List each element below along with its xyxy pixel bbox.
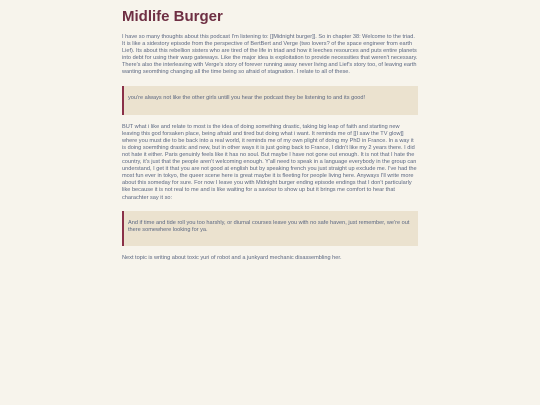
blockquote-text: you're always not like the other girls untill you hear the podcast they be listening to and its good!	[128, 94, 366, 101]
note-page	[122, 8, 418, 271]
blockquote-podcast	[122, 86, 418, 115]
page-title: Midlife Burger	[122, 8, 223, 25]
paragraph-intro: I have so many thoughts about this podcast I'm listening to: [[Midnight burger]]. So in chapter 38: Welcome to the triad. It is like a sidestory episode from the perspective of BertBert and Verge (two lovers? of the space engineer from earth Lief). Its about this rebellion sisters who are tired of the life in triad and how it leeches resources and puts entire planets into debt for using their warp gateways. Like the major idea is exploitation to provide necessities that weren't necessary. There's also the interleaving with Verge's story of forever running away never living and Lief's story too, of leaving earth wanting seomthing changing all the time being so afraid of stagnation. I relate to all of these.	[122, 34, 418, 76]
blockquote-ending-quote	[122, 211, 418, 246]
paragraph-main: BUT what i like and relate to most is the idea of doing something drastic, taking big leap of faith and starting new leaving this god forsaken place, being afraid and tired but doing what i want. It reminds me of [[I saw the TV glow]] where you must die to be back into a real world, it reminds me of my own plight of doing my PhD in France. In a way it is doing soemthing drastic and new, but in other ways it is just going back to France, I didn't like my 2 years there. I did not hate it either. Paris genuinly feels like it has no soul. But maybe I have not gone out enough. It is not that I hate the country, it's just that the people aren't welcoming enough. Y'all need to speak in a language everybody in the group can understand, I get it that you are not good at english but by speaking french you just straight up exclude me. I've had the most fun ever in tokyo, the queer scene here is great maybe it is fleeting for people living here. Anyways I'll write more about this someday for sure. For now I leave you with Midnight burger ending episode endings that I don't particularly like because it is not real to me and is like waiting for a saviour to show up but it brings me comfort to hear that charachter say it so:	[122, 123, 417, 201]
paragraph-next-topic: Next topic is writing about toxic yuri of robot and a junkyard mechanic disassembling her.	[122, 254, 342, 261]
blockquote-text: And if time and tide roll you too harshly, or diurnal courses leave you with no safe haven, just remember, we're out there somewhere looking for ya.	[128, 219, 410, 233]
